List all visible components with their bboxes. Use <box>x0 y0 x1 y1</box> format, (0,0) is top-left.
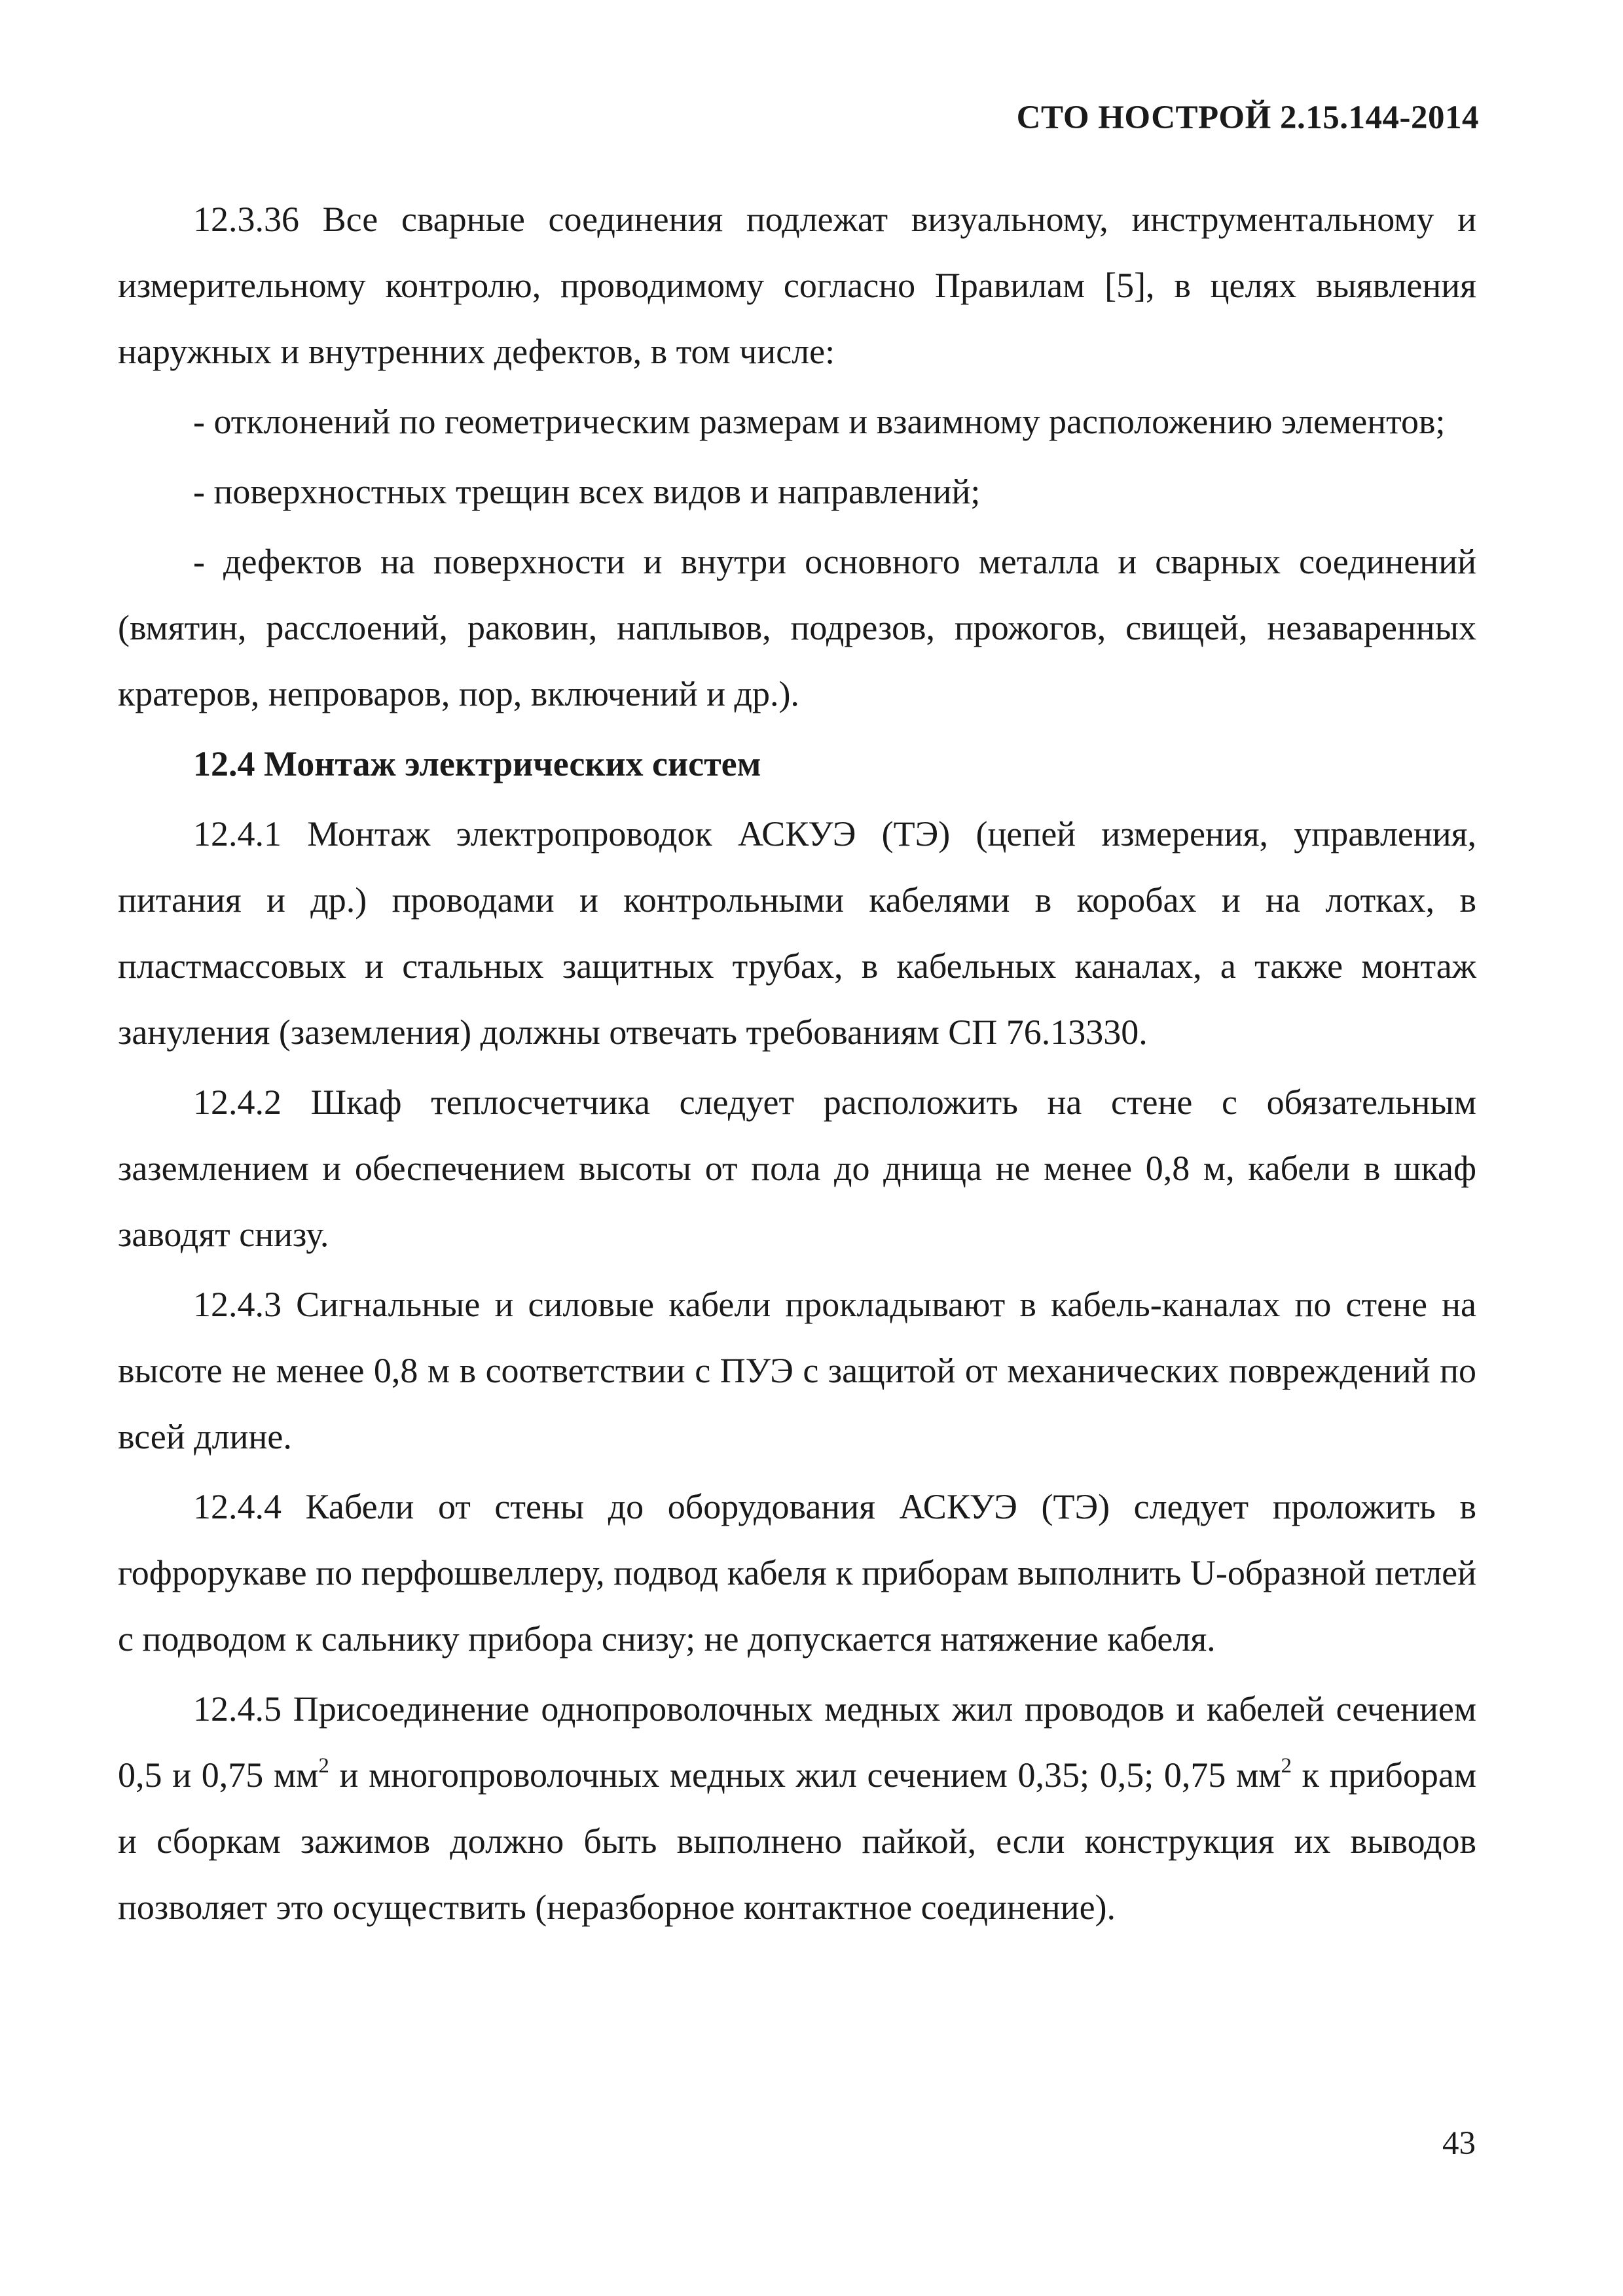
document-body <box>118 187 1476 1945</box>
list-item-metal-defects: - дефектов на поверхности и внутри основного металла и сварных соединений (вмятин, расслоений, раковин, наплывов, подрезов, прожогов, свищей, незаваренных кратеров, непроваров, пор, включений и др.). <box>118 542 1476 713</box>
paragraph-12-4-5 <box>118 1676 1476 1941</box>
paragraph-12-4-4: 12.4.4 Кабели от стены до оборудования АСКУЭ (ТЭ) следует проложить в гофрорукаве по перфошвеллеру, подвод кабеля к приборам выполнить U-образной петлей с подводом к сальнику прибора снизу; не допускается натяжение кабеля. <box>118 1487 1476 1659</box>
paragraph-12-4-5-part3: к приборам и сборкам зажимов должно быть выполнено пайкой, если конструкция их выводов позволяет это осуществить (неразборное контактное соединение). <box>118 1755 1476 1927</box>
document-code-header: СТО НОСТРОЙ 2.15.144-2014 <box>1016 99 1479 136</box>
page-number: 43 <box>1442 2125 1476 2162</box>
paragraph-12-4-2: 12.4.2 Шкаф теплосчетчика следует расположить на стене с обязательным заземлением и обеспечением высоты от пола до днища не менее 0,8 м, кабели в шкаф заводят снизу. <box>118 1083 1476 1254</box>
paragraph-12-4-3: 12.4.3 Сигнальные и силовые кабели прокладывают в кабель-каналах по стене на высоте не менее 0,8 м в соответствии с ПУЭ с защитой от механических повреждений по всей длине. <box>118 1285 1476 1456</box>
paragraph-12-4-5-part1: 12.4.5 Присоединение однопроволочных медных жил проводов и кабелей сечением 0,5 и 0,75 мм <box>118 1689 1476 1795</box>
paragraph-12-4-5-part2: и многопроволочных медных жил сечением 0,35; 0,5; 0,75 мм <box>329 1755 1281 1795</box>
superscript-square: 2 <box>1281 1754 1292 1778</box>
list-item-geometric-deviations: - отклонений по геометрическим размерам и взаимному расположению элементов; <box>193 402 1446 441</box>
paragraph-12-4-1: 12.4.1 Монтаж электропроводок АСКУЭ (ТЭ) (цепей измерения, управления, питания и др.) проводами и контрольными кабелями в коробах и на лотках, в пластмассовых и стальных защитных трубах, в кабельных каналах, а также монтаж зануления (заземления) должны отвечать требованиям СП 76.13330. <box>118 814 1476 1052</box>
superscript-square: 2 <box>318 1754 329 1778</box>
paragraph-12-3-36: 12.3.36 Все сварные соединения подлежат визуальному, инструментальному и измерительному контролю, проводимому согласно Правилам [5], в целях выявления наружных и внутренних дефектов, в том числе: <box>118 200 1476 371</box>
section-heading-12-4: 12.4 Монтаж электрических систем <box>193 744 761 783</box>
list-item-surface-cracks: - поверхностных трещин всех видов и направлений; <box>193 472 981 511</box>
